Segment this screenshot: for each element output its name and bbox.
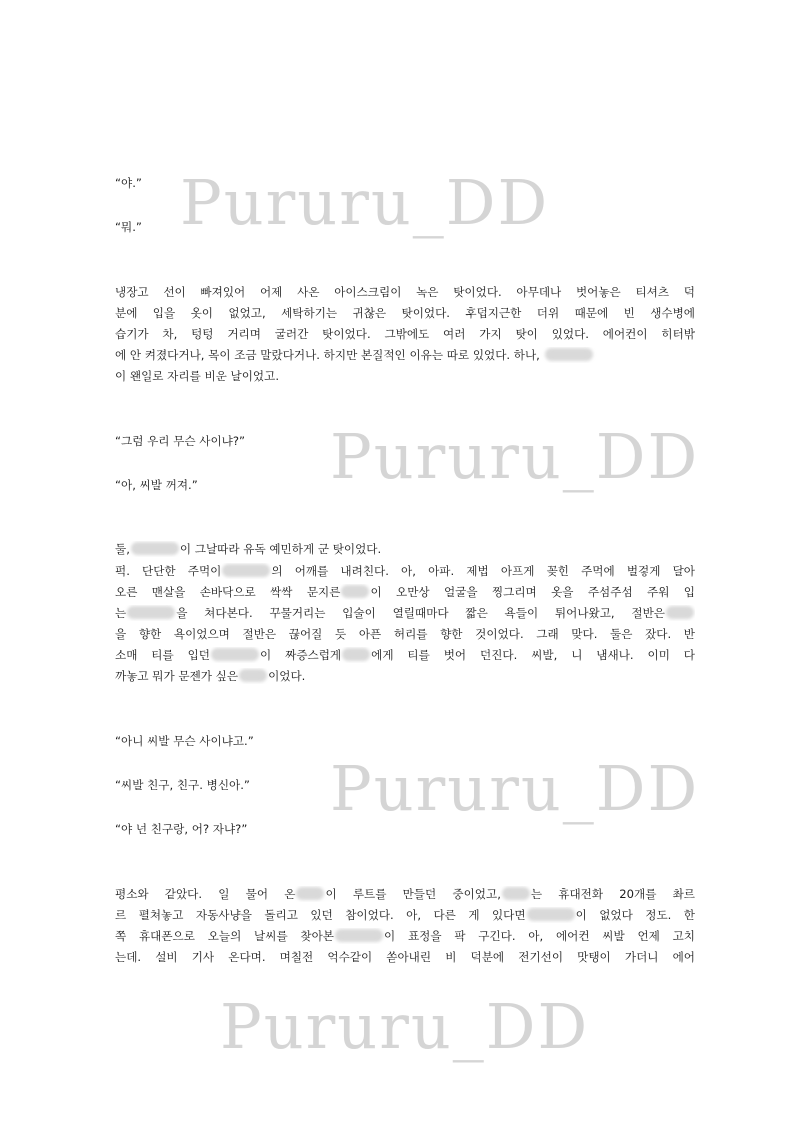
paragraph-line: 는데. 설비 기사 온다며. 며칠전 억수같이 쏟아내린 비 덕분에 전기선이 맛탱이 가더니 에어 [115, 950, 695, 964]
redacted-name [502, 887, 530, 900]
redacted-name [131, 542, 179, 555]
paragraph-line: 을 향한 욕이었으며 절반은 끊어질 듯 아픈 허리를 향한 것이었다. 그래 맞다. 둘은 잤다. 반 [115, 627, 695, 641]
watermark: Pururu_DD [180, 166, 550, 239]
paragraph-line: 둘, 이 그날따라 유독 예민하게 군 탓이었다. [115, 542, 382, 556]
redacted-name [341, 585, 369, 598]
paragraph-line: 분에 입을 옷이 없었고, 세탁하기는 귀찮은 탓이었다. 후덥지근한 더위 때문에 빈 생수병에 [115, 306, 695, 320]
dialogue-line: “야 넌 친구랑, 어? 자냐?” [115, 822, 248, 836]
watermark: Pururu_DD [330, 420, 700, 493]
paragraph-line: 까놓고 뭐가 문젠가 싶은 이었다. [115, 669, 306, 683]
dialogue-line: “야.” [115, 176, 142, 190]
redacted-name [239, 669, 267, 682]
paragraph-line: 소매 티를 입던 이 짜증스럽게 에게 티를 벗어 던진다. 씨발, 니 냄새나. 이미 다 [115, 648, 695, 662]
paragraph-line: 이 왠일로 자리를 비운 날이었고. [115, 369, 280, 383]
dialogue-line: “그럼 우리 무슨 사이냐?” [115, 434, 246, 448]
dialogue-line: “아니 씨발 무슨 사이냐고.” [115, 734, 254, 748]
dialogue-line: “아, 씨발 꺼져.” [115, 478, 198, 492]
paragraph-line: 냉장고 선이 빠져있어 어제 사온 아이스크림이 녹은 탓이었다. 아무데나 벗어놓은 티셔츠 덕 [115, 285, 695, 299]
dialogue-line: “씨발 친구, 친구. 병신아.” [115, 778, 250, 792]
redacted-name [527, 908, 575, 921]
redacted-name [211, 648, 259, 661]
paragraph-line: 습기가 차, 텅텅 거리며 굴러간 탓이었다. 그밖에도 여러 가지 탓이 있었다. 에어컨이 히터밖 [115, 327, 695, 341]
paragraph-line: 르 펼쳐놓고 자동사냥을 돌리고 있던 참이었다. 아, 다른 게 있다면 이 없었다 정도. 한 [115, 908, 695, 922]
paragraph-line: 평소와 같았다. 일 물어 온 이 루트를 만들던 중이었고, 는 휴대전화 20개를 촤르 [115, 887, 695, 901]
paragraph-line: 에 안 켜졌다거나, 목이 조금 말랐다거나. 하지만 본질적인 이유는 따로 있었다. 하나, [115, 347, 695, 363]
redacted-name [222, 564, 270, 577]
paragraph-line: 오른 맨살을 손바닥으로 싹싹 문지른 이 오만상 얼굴을 찡그리며 옷을 주섬주섬 주워 입 [115, 585, 695, 599]
paragraph-line: 퍽. 단단한 주먹이 의 어깨를 내려친다. 아, 아파. 제법 아프게 꽂힌 주먹에 벌겋게 달아 [115, 564, 695, 578]
redacted-name [666, 606, 694, 619]
redacted-name [296, 887, 324, 900]
paragraph-line: 는 을 쳐다본다. 꾸물거리는 입술이 열릴때마다 짧은 욕들이 튀어나왔고, 절반은 [115, 605, 695, 621]
redacted-name [127, 606, 175, 619]
paragraph-line: 쪽 휴대폰으로 오늘의 날씨를 찾아본 이 표정을 팍 구긴다. 아, 에어컨 씨발 언제 고치 [115, 929, 695, 943]
watermark: Pururu_DD [220, 990, 590, 1063]
redacted-name [545, 348, 593, 361]
redacted-name [335, 929, 383, 942]
watermark: Pururu_DD [330, 752, 700, 825]
redacted-name [342, 648, 370, 661]
dialogue-line: “뭐.” [115, 220, 142, 234]
